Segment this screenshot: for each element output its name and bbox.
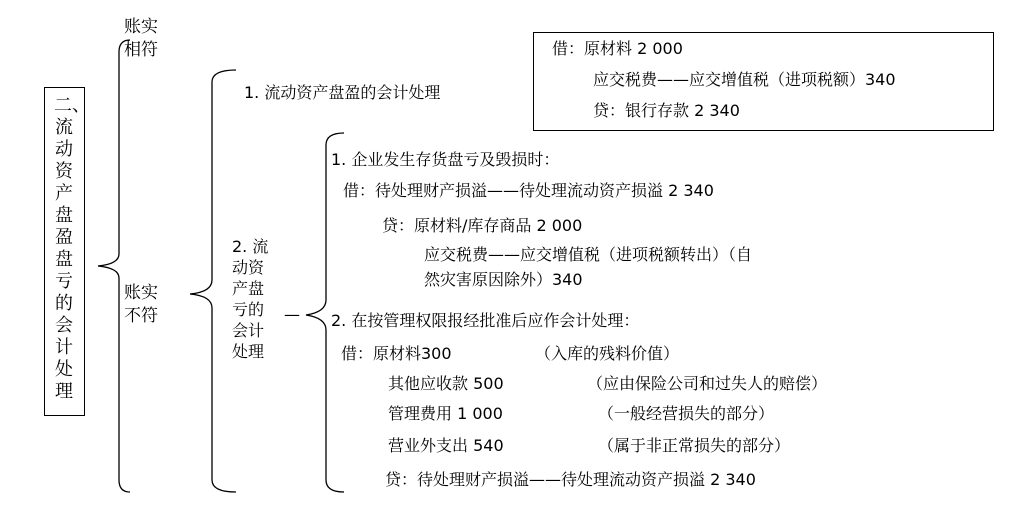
surplus-heading: 1. 流动资产盘盈的会计处理: [244, 83, 441, 102]
step1-credit: 贷：原材料/库存商品 2 000: [382, 216, 583, 235]
branch-match-line2: 相符: [124, 40, 158, 60]
loss-heading-line1: 2. 流: [232, 237, 269, 256]
mismatch-bracket: [190, 70, 236, 492]
step2-row-label: 营业外支出 540: [388, 436, 504, 455]
step2-row-label: 管理费用 1 000: [388, 404, 503, 423]
loss-heading-line5: 会计: [232, 321, 265, 340]
branch-mismatch-line1: 账实: [124, 283, 158, 303]
main-bracket: [98, 40, 130, 492]
loss-heading-line6: 处理: [232, 342, 265, 361]
step1-debit: 借：待处理财产损溢——待处理流动资产损溢 2 340: [343, 181, 714, 200]
surplus-entry-debit: 借：原材料 2 000: [552, 39, 683, 58]
step1-heading: 1. 企业发生存货盘亏及毁损时：: [331, 150, 560, 169]
step2-heading: 2. 在按管理权限报经批准后应作会计处理：: [331, 311, 640, 330]
branch-match-line1: 账实: [124, 17, 158, 37]
step2-row-note: （入库的残料价值）: [535, 344, 680, 363]
step2-row-note: （属于非正常损失的部分）: [598, 436, 791, 455]
step2-row-note: （应由保险公司和过失人的赔偿）: [587, 374, 828, 393]
step2-row-label: 借：原材料300: [341, 344, 452, 363]
branch-mismatch-line2: 不符: [124, 306, 158, 326]
loss-heading-line3: 产盘: [232, 279, 265, 298]
step2-row-label: 其他应收款 500: [388, 374, 504, 393]
step2-credit: 贷：待处理财产损溢——待处理流动资产损溢 2 340: [385, 470, 756, 489]
loss-heading-line4: 亏的: [232, 300, 265, 319]
step1-credit-tax-line1: 应交税费——应交增值税（进项税额转出）（自: [424, 245, 753, 264]
loss-connector: —: [284, 305, 300, 324]
step1-credit-tax-line2: 然灾害原因除外）340: [424, 270, 583, 289]
page-title: 二、流动资产盘盈盘亏的会计处理: [54, 95, 90, 402]
step2-row-note: （一般经营损失的部分）: [598, 404, 775, 423]
surplus-entry-credit: 贷：银行存款 2 340: [593, 101, 740, 120]
surplus-entry-tax: 应交税费——应交增值税（进项税额）340: [593, 70, 896, 89]
loss-heading-line2: 动资: [232, 258, 265, 277]
